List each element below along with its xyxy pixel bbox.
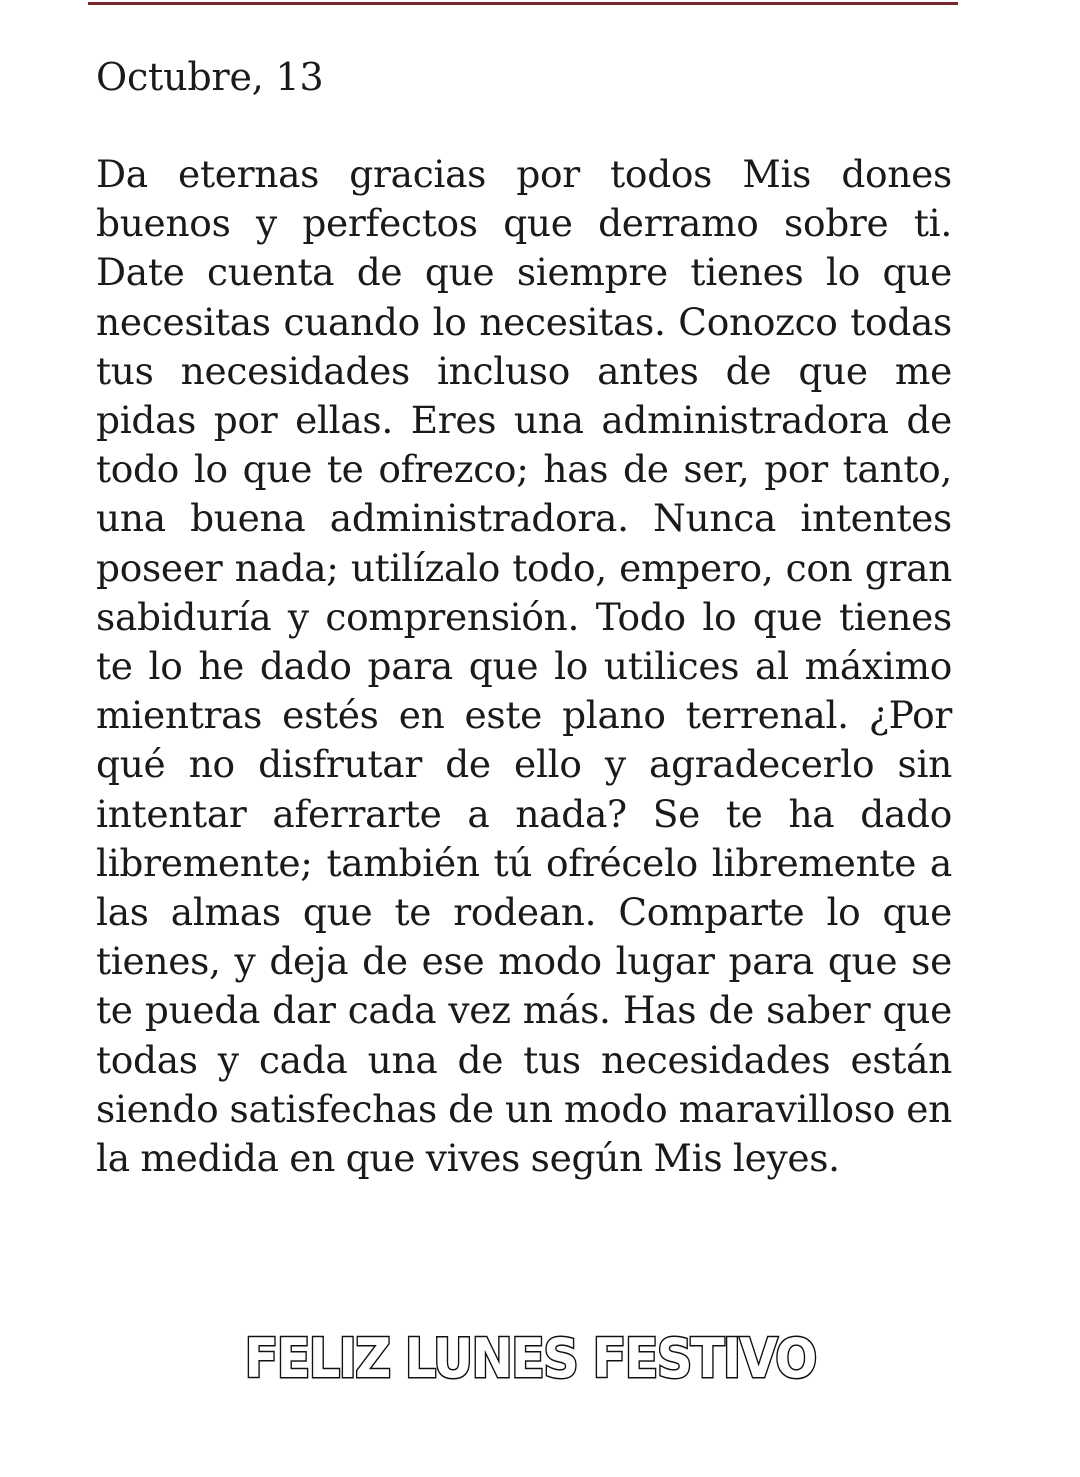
top-divider bbox=[88, 2, 958, 5]
footer-greeting: FELIZ LUNES FESTIVO bbox=[244, 1327, 816, 1390]
devotional-text: Da eternas gracias por todos Mis dones buenos y perfectos que derramo sobre ti. Date cuenta de que siempre tienes lo que necesitas cuando lo necesitas. Conozco todas tus necesidades incluso antes de que me pidas por ellas. Eres una administradora de todo lo que te ofrezco; has de ser, por tanto, una buena administradora. Nunca intentes poseer nada; utilízalo todo, empero, con gran sabiduría y comprensión. Todo lo que tienes te lo he dado para que lo utilices al máximo mientras estés en este plano terrenal. ¿Por qué no disfrutar de ello y agradecerlo sin intentar aferrarte a nada? Se te ha dado libremente; también tú ofrécelo libremente a las almas que te rodean. Comparte lo que tienes, y deja de ese modo lugar para que se te pueda dar cada vez más. Has de saber que todas y cada una de tus necesidades están siendo satisfechas de un modo maravilloso en la medida en que vives según Mis leyes. bbox=[96, 152, 952, 1181]
page-date: Octubre, 13 bbox=[96, 55, 324, 99]
